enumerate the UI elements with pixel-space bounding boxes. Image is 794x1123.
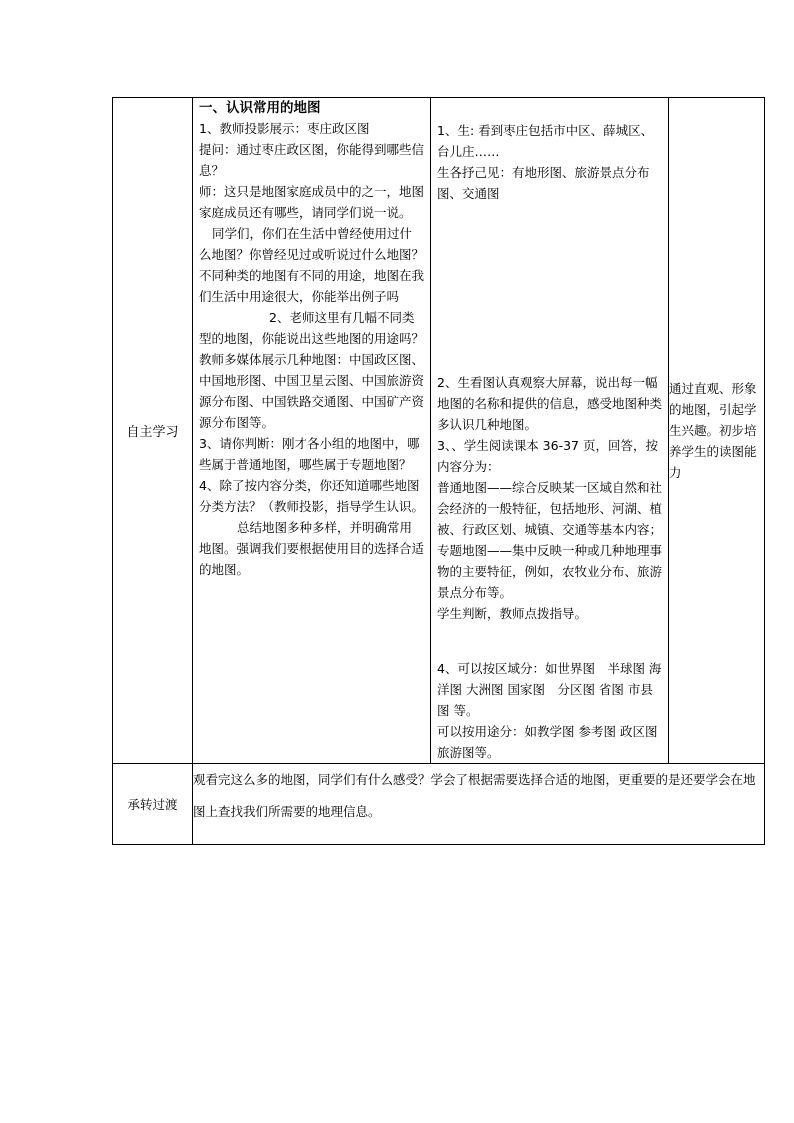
lesson-plan-table: [112, 97, 765, 845]
table-row-self-study: [113, 98, 765, 764]
student-line: 4、可以按区域分：如世界图 半球图 海洋图 大洲图 国家图 分区图 省图 市县图 等。: [437, 661, 662, 718]
student-line: 生各抒己见：有地形图、旅游景点分布图、交通图: [437, 165, 650, 201]
teacher-line: 教师多媒体展示几种地图：中国政区图、中国地形图、中国卫星云图、中国旅游资源分布图、中国铁路交通图、中国矿产资源分布图等。: [199, 352, 425, 430]
student-line: 可以按用途分：如教学图 参考图 政区图 旅游图等。: [437, 724, 658, 760]
table-row-transition: [113, 764, 765, 845]
teacher-line: 3、请你判断：刚才各小组的地图中，哪些属于普通地图，哪些属于专题地图？: [199, 436, 420, 472]
teacher-line: 1、教师投影展示：枣庄政区图: [199, 121, 370, 136]
teacher-line: 提问：通过枣庄政区图，你能得到哪些信息？: [199, 142, 425, 178]
student-line: 3、、学生阅读课本 36-37 页，回答，按内容分为：: [437, 438, 658, 474]
teacher-line: 同学们，你们在生活中曾经使用过什么地图？你曾经见过或听说过什么地图？不同种类的地图有不同的用途，地图在我们生活中用途很大，你能举出例子吗: [199, 226, 425, 304]
student-line: 学生判断，教师点拨指导。: [437, 606, 588, 621]
student-line: 2、生看图认真观察大屏幕，说出每一幅地图的名称和提供的信息，感受地图种类多认识几种地图。: [437, 375, 663, 432]
design-purpose-cell: 通过直观、形象的地图，引起学生兴趣。初步培养学生的读图能力: [669, 98, 765, 764]
transition-content: 观看完这么多的地图，同学们有什么感受？学会了根据需要选择合适的地图，更重要的是还要学会在地图上查找我们所需要的地理信息。: [193, 764, 765, 845]
teacher-line: 2、老师这里有几幅不同类型的地图，你能说出这些地图的用途吗？: [199, 310, 425, 346]
student-line: 专题地图——集中反映一种或几种地理事物的主要特征，例如，农牧业分布、旅游景点分布等。: [437, 543, 663, 600]
student-line: 1、生: 看到枣庄包括市中区、薛城区、台儿庄……: [437, 123, 654, 159]
student-activity-cell: [431, 98, 669, 764]
teacher-line: 总结地图多种多样，并明确常用地图。强调我们要根据使用目的选择合适的地图。: [199, 520, 425, 577]
teacher-line: 师：这只是地图家庭成员中的之一，地图家庭成员还有哪些，请同学们说一说。: [199, 184, 425, 220]
student-line: 普通地图——综合反映某一区域自然和社会经济的一般特征，包括地形、河湖、植被、行政区划、城镇、交通等基本内容；: [437, 480, 663, 537]
teacher-line: 4、除了按内容分类，你还知道哪些地图分类方法？（教师投影，指导学生认识。: [199, 478, 425, 514]
section-label-transition: 承转过渡: [113, 764, 193, 845]
section-label-self-study: 自主学习: [113, 98, 193, 764]
teacher-activity-cell: [193, 98, 431, 764]
section-heading: 一、认识常用的地图: [199, 100, 321, 116]
